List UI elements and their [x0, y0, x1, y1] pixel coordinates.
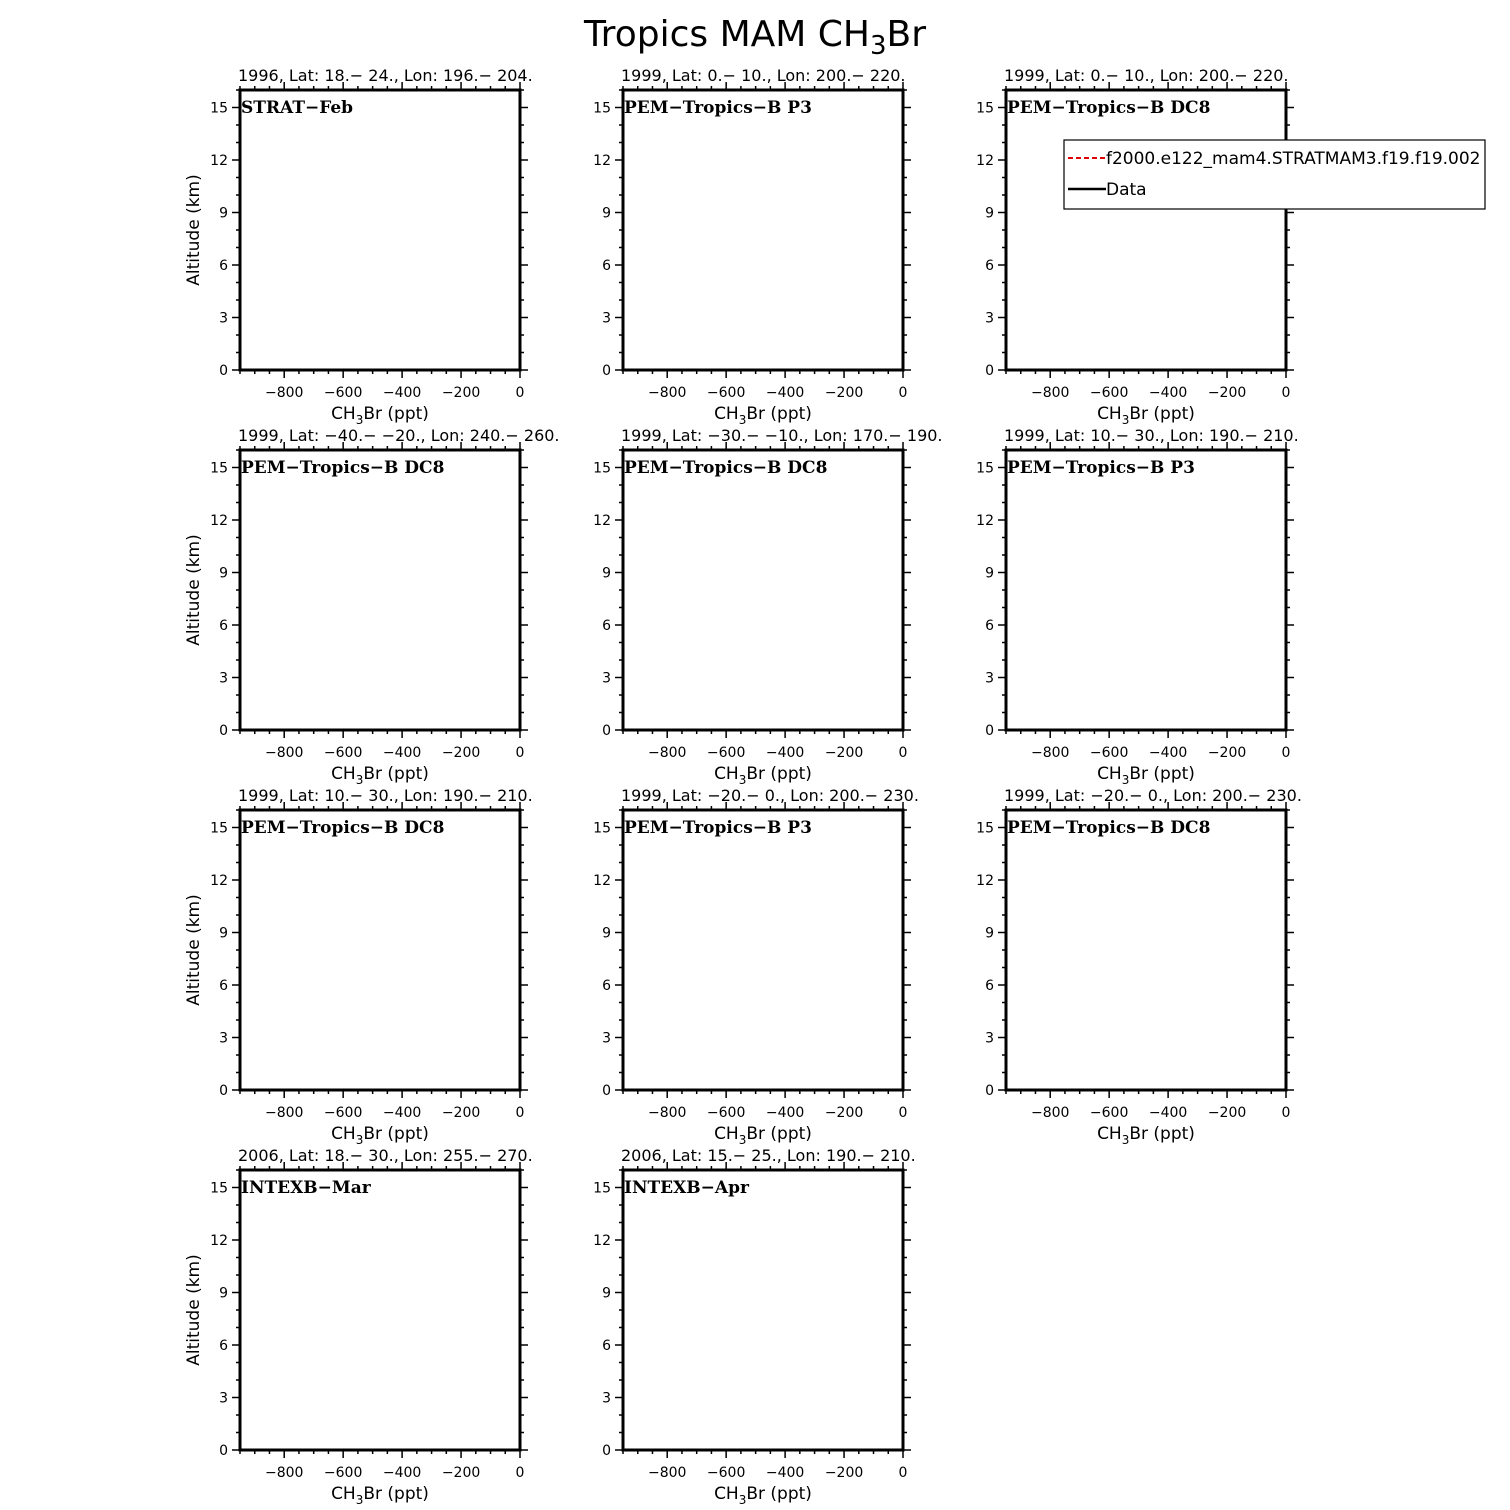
y-tick-label: 12	[976, 153, 994, 169]
panel-header: 1999, Lat: −30.− −10., Lon: 170.− 190.	[621, 426, 943, 445]
x-tick-label: −200	[824, 1105, 864, 1121]
y-tick-label: 3	[602, 670, 611, 687]
legend	[1064, 140, 1485, 209]
panel-frame	[240, 450, 520, 730]
y-tick-label: 0	[985, 1083, 994, 1099]
x-tick-label: −600	[323, 385, 363, 401]
y-tick-label: 12	[210, 513, 228, 529]
y-tick-label: 3	[602, 1390, 611, 1407]
x-tick-label: 0	[515, 385, 525, 401]
panel-frame	[1006, 450, 1286, 730]
y-tick-label: 12	[210, 873, 228, 889]
x-tick-label: −800	[647, 1465, 687, 1481]
y-tick-label: 3	[602, 310, 611, 327]
y-tick-label: 0	[219, 723, 228, 739]
figure-title-subscript: 3	[869, 31, 887, 61]
x-axis-label: $CH_3Br$ (ppt)	[714, 1124, 812, 1147]
x-tick-label: −600	[1089, 1105, 1129, 1121]
y-axis-label: Altitude (km)	[184, 894, 204, 1006]
x-tick-label: −200	[824, 385, 864, 401]
panel-frame	[623, 90, 903, 370]
y-axis-label: Altitude (km)	[184, 1254, 204, 1366]
panel-frame	[240, 90, 520, 370]
y-tick-label: 0	[602, 1443, 611, 1459]
x-tick-label: −200	[441, 385, 481, 401]
x-tick-label: −800	[1030, 745, 1070, 761]
panel-frame	[1006, 810, 1286, 1090]
x-tick-label: −600	[323, 1105, 363, 1121]
y-tick-label: 3	[219, 1390, 228, 1407]
panel-frame	[1006, 90, 1286, 370]
x-tick-label: −800	[264, 1465, 304, 1481]
y-tick-label: 9	[985, 205, 994, 222]
panel-header: 2006, Lat: 15.− 25., Lon: 190.− 210.	[621, 1146, 916, 1165]
y-tick-label: 9	[602, 925, 611, 942]
panel-7	[184, 786, 533, 1147]
y-tick-label: 15	[210, 460, 228, 477]
y-tick-label: 12	[593, 1233, 611, 1249]
panel-campaign-label: PEM−Tropics−B DC8	[1007, 98, 1211, 118]
y-tick-label: 15	[210, 100, 228, 117]
panel-header: 1999, Lat: −20.− 0., Lon: 200.− 230.	[1004, 786, 1302, 805]
y-tick-label: 3	[219, 1030, 228, 1047]
panel-campaign-label: PEM−Tropics−B DC8	[241, 818, 445, 838]
x-tick-label: 0	[898, 745, 908, 761]
y-tick-label: 6	[985, 258, 994, 274]
y-tick-label: 3	[219, 670, 228, 687]
x-tick-label: 0	[1281, 1105, 1291, 1121]
y-tick-label: 6	[602, 618, 611, 634]
y-tick-label: 3	[985, 670, 994, 687]
panel-campaign-label: STRAT−Feb	[241, 98, 354, 118]
x-tick-label: −400	[765, 1465, 805, 1481]
panel-frame	[240, 1170, 520, 1450]
x-tick-label: −600	[706, 385, 746, 401]
legend-label-model: f2000.e122_mam4.STRATMAM3.f19.f19.002	[1106, 149, 1481, 169]
x-tick-label: −600	[706, 1465, 746, 1481]
x-tick-label: −800	[264, 745, 304, 761]
x-tick-label: −200	[1207, 1105, 1247, 1121]
panel-header: 1999, Lat: −20.− 0., Lon: 200.− 230.	[621, 786, 919, 805]
legend-label-data: Data	[1106, 180, 1147, 200]
y-tick-label: 12	[976, 873, 994, 889]
x-tick-label: −400	[765, 1105, 805, 1121]
y-tick-label: 15	[593, 100, 611, 117]
y-tick-label: 15	[976, 820, 994, 837]
y-tick-label: 9	[219, 565, 228, 582]
x-axis-label: $CH_3Br$ (ppt)	[331, 764, 429, 787]
y-tick-label: 0	[219, 363, 228, 379]
panel-header: 1999, Lat: 0.− 10., Lon: 200.− 220.	[621, 66, 906, 85]
panel-header: 1996, Lat: 18.− 24., Lon: 196.− 204.	[238, 66, 533, 85]
x-tick-label: −200	[441, 1105, 481, 1121]
x-tick-label: 0	[1281, 385, 1291, 401]
panel-header: 2006, Lat: 18.− 30., Lon: 255.− 270.	[238, 1146, 533, 1165]
y-tick-label: 9	[602, 1285, 611, 1302]
x-tick-label: 0	[515, 1465, 525, 1481]
x-tick-label: −800	[647, 385, 687, 401]
x-tick-label: −800	[1030, 385, 1070, 401]
y-axis-label: Altitude (km)	[184, 534, 204, 646]
y-tick-label: 6	[219, 978, 228, 994]
y-tick-label: 3	[985, 310, 994, 327]
y-axis-label: Altitude (km)	[184, 174, 204, 286]
y-tick-label: 6	[602, 978, 611, 994]
panel-header: 1999, Lat: 10.− 30., Lon: 190.− 210.	[238, 786, 533, 805]
panel-campaign-label: PEM−Tropics−B DC8	[624, 458, 828, 478]
y-tick-label: 6	[219, 1338, 228, 1354]
x-axis-label: $CH_3Br$ (ppt)	[1097, 764, 1195, 787]
y-tick-label: 12	[593, 873, 611, 889]
panel-frame	[623, 450, 903, 730]
panel-header: 1999, Lat: −40.− −20., Lon: 240.− 260.	[238, 426, 560, 445]
y-tick-label: 9	[219, 205, 228, 222]
panel-6	[976, 426, 1299, 787]
y-tick-label: 15	[593, 460, 611, 477]
y-tick-label: 9	[602, 565, 611, 582]
x-tick-label: 0	[515, 745, 525, 761]
x-axis-label: $CH_3Br$ (ppt)	[1097, 404, 1195, 427]
x-tick-label: −800	[264, 1105, 304, 1121]
panel-campaign-label: PEM−Tropics−B DC8	[1007, 818, 1211, 838]
x-tick-label: −800	[647, 1105, 687, 1121]
x-tick-label: −600	[706, 745, 746, 761]
panel-frame	[240, 810, 520, 1090]
y-tick-label: 12	[593, 513, 611, 529]
x-tick-label: −200	[1207, 385, 1247, 401]
x-tick-label: −400	[382, 1465, 422, 1481]
panel-9	[976, 786, 1302, 1147]
x-tick-label: −400	[382, 745, 422, 761]
x-tick-label: −200	[441, 1465, 481, 1481]
panel-campaign-label: PEM−Tropics−B P3	[624, 98, 812, 118]
x-tick-label: −600	[1089, 385, 1129, 401]
x-tick-label: 0	[898, 1105, 908, 1121]
y-tick-label: 3	[219, 310, 228, 327]
x-tick-label: −400	[1148, 385, 1188, 401]
y-tick-label: 15	[210, 820, 228, 837]
figure-title-prefix: Tropics MAM CH	[583, 14, 870, 55]
y-tick-label: 3	[602, 1030, 611, 1047]
y-tick-label: 12	[976, 513, 994, 529]
x-tick-label: 0	[1281, 745, 1291, 761]
x-tick-label: −400	[765, 745, 805, 761]
y-tick-label: 15	[976, 100, 994, 117]
panel-frame	[623, 810, 903, 1090]
panel-3	[976, 66, 1294, 427]
panel-10	[184, 1146, 533, 1507]
x-tick-label: −400	[765, 385, 805, 401]
panel-header: 1999, Lat: 0.− 10., Lon: 200.− 220.	[1004, 66, 1289, 85]
y-tick-label: 12	[210, 153, 228, 169]
panel-campaign-label: PEM−Tropics−B DC8	[241, 458, 445, 478]
panel-campaign-label: PEM−Tropics−B P3	[1007, 458, 1195, 478]
panel-4	[184, 426, 560, 787]
x-tick-label: −200	[824, 1465, 864, 1481]
x-axis-label: $CH_3Br$ (ppt)	[331, 404, 429, 427]
panel-8	[593, 786, 919, 1147]
x-tick-label: −400	[1148, 745, 1188, 761]
panel-campaign-label: PEM−Tropics−B P3	[624, 818, 812, 838]
panel-5	[593, 426, 942, 787]
x-tick-label: −200	[441, 745, 481, 761]
y-tick-label: 6	[985, 978, 994, 994]
y-tick-label: 9	[985, 925, 994, 942]
panel-header: 1999, Lat: 10.− 30., Lon: 190.− 210.	[1004, 426, 1299, 445]
y-tick-label: 3	[985, 1030, 994, 1047]
x-tick-label: −600	[706, 1105, 746, 1121]
y-tick-label: 0	[602, 363, 611, 379]
y-tick-label: 6	[219, 618, 228, 634]
x-tick-label: −800	[1030, 1105, 1070, 1121]
x-tick-label: −400	[382, 1105, 422, 1121]
y-tick-label: 6	[602, 1338, 611, 1354]
y-tick-label: 0	[985, 723, 994, 739]
y-tick-label: 0	[602, 723, 611, 739]
x-tick-label: −400	[1148, 1105, 1188, 1121]
figure-title-suffix: Br	[886, 14, 927, 55]
y-tick-label: 6	[985, 618, 994, 634]
figure-title	[583, 14, 926, 61]
panel-2	[593, 66, 911, 427]
y-tick-label: 0	[985, 363, 994, 379]
y-tick-label: 0	[602, 1083, 611, 1099]
x-axis-label: $CH_3Br$ (ppt)	[714, 404, 812, 427]
y-tick-label: 6	[602, 258, 611, 274]
x-tick-label: −800	[647, 745, 687, 761]
x-tick-label: 0	[515, 1105, 525, 1121]
x-tick-label: −200	[824, 745, 864, 761]
x-axis-label: $CH_3Br$ (ppt)	[1097, 1124, 1195, 1147]
x-tick-label: −800	[264, 385, 304, 401]
x-tick-label: −200	[1207, 745, 1247, 761]
x-tick-label: −600	[323, 745, 363, 761]
y-tick-label: 15	[593, 820, 611, 837]
x-tick-label: −600	[1089, 745, 1129, 761]
y-tick-label: 6	[219, 258, 228, 274]
panel-1	[184, 66, 533, 427]
y-tick-label: 12	[210, 1233, 228, 1249]
y-tick-label: 9	[602, 205, 611, 222]
y-tick-label: 9	[219, 925, 228, 942]
panels-group	[184, 66, 1302, 1507]
y-tick-label: 15	[976, 460, 994, 477]
x-tick-label: −600	[323, 1465, 363, 1481]
y-tick-label: 0	[219, 1083, 228, 1099]
x-axis-label: $CH_3Br$ (ppt)	[714, 764, 812, 787]
x-axis-label: $CH_3Br$ (ppt)	[331, 1484, 429, 1507]
y-tick-label: 9	[219, 1285, 228, 1302]
y-tick-label: 15	[210, 1180, 228, 1197]
panel-campaign-label: INTEXB−Apr	[624, 1178, 749, 1198]
x-axis-label: $CH_3Br$ (ppt)	[331, 1124, 429, 1147]
panel-frame	[623, 1170, 903, 1450]
y-tick-label: 12	[593, 153, 611, 169]
y-tick-label: 9	[985, 565, 994, 582]
panel-11	[593, 1146, 916, 1507]
panel-campaign-label: INTEXB−Mar	[241, 1178, 371, 1198]
x-tick-label: −400	[382, 385, 422, 401]
y-tick-label: 15	[593, 1180, 611, 1197]
x-tick-label: 0	[898, 385, 908, 401]
x-axis-label: $CH_3Br$ (ppt)	[714, 1484, 812, 1507]
x-tick-label: 0	[898, 1465, 908, 1481]
y-tick-label: 0	[219, 1443, 228, 1459]
